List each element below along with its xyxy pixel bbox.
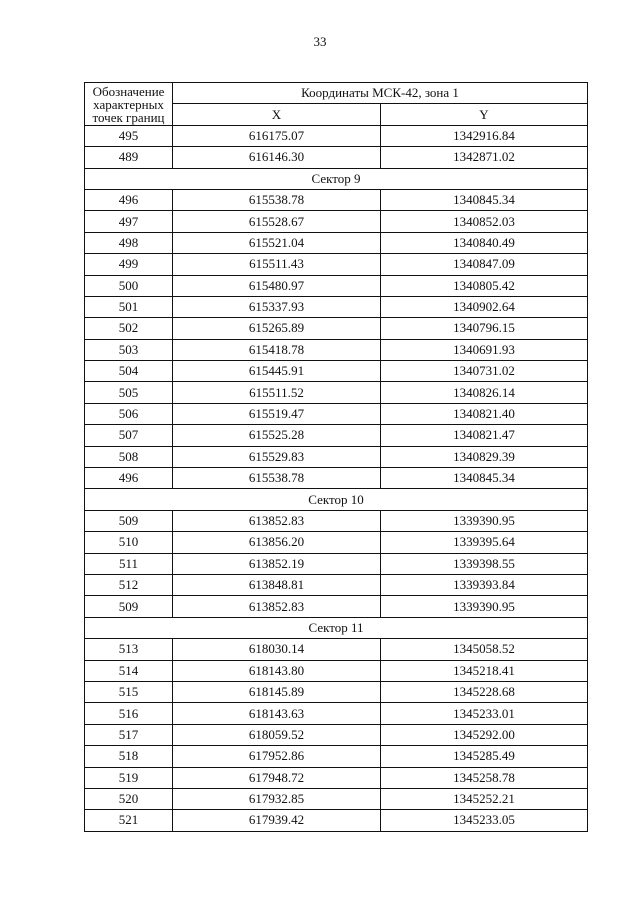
y-cell: 1340829.39 [381, 446, 588, 467]
point-cell: 521 [85, 810, 173, 831]
point-cell: 489 [85, 147, 173, 168]
point-cell: 509 [85, 596, 173, 617]
x-cell: 615519.47 [173, 403, 381, 424]
x-cell: 615265.89 [173, 318, 381, 339]
header-y: Y [381, 104, 588, 125]
table-row [85, 147, 588, 168]
point-cell: 511 [85, 553, 173, 574]
y-cell: 1340821.47 [381, 425, 588, 446]
x-cell: 617939.42 [173, 810, 381, 831]
y-cell: 1345228.68 [381, 681, 588, 702]
point-cell: 520 [85, 788, 173, 809]
point-cell: 505 [85, 382, 173, 403]
y-cell: 1342916.84 [381, 125, 588, 146]
x-cell: 615525.28 [173, 425, 381, 446]
table-row [85, 425, 588, 446]
point-cell: 509 [85, 510, 173, 531]
x-cell: 613852.83 [173, 596, 381, 617]
y-cell: 1340821.40 [381, 403, 588, 424]
y-cell: 1340840.49 [381, 232, 588, 253]
point-cell: 507 [85, 425, 173, 446]
x-cell: 615511.52 [173, 382, 381, 403]
table-row [85, 403, 588, 424]
table-row [85, 275, 588, 296]
table-row [85, 361, 588, 382]
point-cell: 499 [85, 254, 173, 275]
x-cell: 615445.91 [173, 361, 381, 382]
point-cell: 506 [85, 403, 173, 424]
x-cell: 618143.63 [173, 703, 381, 724]
x-cell: 613848.81 [173, 574, 381, 595]
y-cell: 1345058.52 [381, 639, 588, 660]
table-row [85, 232, 588, 253]
point-cell: 514 [85, 660, 173, 681]
sector-row [85, 489, 588, 510]
point-cell: 516 [85, 703, 173, 724]
table-row [85, 724, 588, 745]
table-row [85, 468, 588, 489]
sector-row [85, 168, 588, 189]
table-row [85, 746, 588, 767]
table-row [85, 510, 588, 531]
point-cell: 495 [85, 125, 173, 146]
table-row [85, 660, 588, 681]
point-cell: 510 [85, 532, 173, 553]
table-row [85, 681, 588, 702]
point-cell: 504 [85, 361, 173, 382]
x-cell: 616175.07 [173, 125, 381, 146]
y-cell: 1345258.78 [381, 767, 588, 788]
point-cell: 518 [85, 746, 173, 767]
point-cell: 515 [85, 681, 173, 702]
x-cell: 618143.80 [173, 660, 381, 681]
y-cell: 1340845.34 [381, 468, 588, 489]
table-row [85, 703, 588, 724]
table-row [85, 296, 588, 317]
table-row [85, 574, 588, 595]
y-cell: 1345233.05 [381, 810, 588, 831]
y-cell: 1345218.41 [381, 660, 588, 681]
y-cell: 1345285.49 [381, 746, 588, 767]
y-cell: 1339393.84 [381, 574, 588, 595]
y-cell: 1339398.55 [381, 553, 588, 574]
x-cell: 615511.43 [173, 254, 381, 275]
point-cell: 517 [85, 724, 173, 745]
y-cell: 1339390.95 [381, 510, 588, 531]
y-cell: 1340805.42 [381, 275, 588, 296]
y-cell: 1340796.15 [381, 318, 588, 339]
table-body [85, 125, 588, 831]
point-cell: 500 [85, 275, 173, 296]
x-cell: 615480.97 [173, 275, 381, 296]
y-cell: 1342871.02 [381, 147, 588, 168]
y-cell: 1340852.03 [381, 211, 588, 232]
point-cell: 496 [85, 468, 173, 489]
y-cell: 1340691.93 [381, 339, 588, 360]
x-cell: 613852.83 [173, 510, 381, 531]
table-header-row [85, 83, 588, 104]
x-cell: 616146.30 [173, 147, 381, 168]
x-cell: 617932.85 [173, 788, 381, 809]
x-cell: 615538.78 [173, 468, 381, 489]
table-row [85, 318, 588, 339]
y-cell: 1340826.14 [381, 382, 588, 403]
point-cell: 519 [85, 767, 173, 788]
y-cell: 1340847.09 [381, 254, 588, 275]
table-row [85, 639, 588, 660]
x-cell: 615337.93 [173, 296, 381, 317]
point-cell: 498 [85, 232, 173, 253]
point-cell: 503 [85, 339, 173, 360]
coordinates-table [84, 82, 588, 832]
y-cell: 1345292.00 [381, 724, 588, 745]
header-x: X [173, 104, 381, 125]
point-cell: 512 [85, 574, 173, 595]
point-cell: 502 [85, 318, 173, 339]
x-cell: 618059.52 [173, 724, 381, 745]
x-cell: 617952.86 [173, 746, 381, 767]
table-row [85, 553, 588, 574]
table-row [85, 788, 588, 809]
table-row [85, 767, 588, 788]
point-cell: 508 [85, 446, 173, 467]
sector-label: Сектор 10 [85, 489, 588, 510]
sector-label: Сектор 11 [85, 617, 588, 638]
table-row [85, 125, 588, 146]
y-cell: 1345252.21 [381, 788, 588, 809]
y-cell: 1339395.64 [381, 532, 588, 553]
x-cell: 615529.83 [173, 446, 381, 467]
table-row [85, 810, 588, 831]
header-designation: Обозначение характерных точек границ [85, 83, 173, 126]
point-cell: 513 [85, 639, 173, 660]
sector-row [85, 617, 588, 638]
x-cell: 618145.89 [173, 681, 381, 702]
header-coordinates: Координаты МСК-42, зона 1 [173, 83, 588, 104]
y-cell: 1339390.95 [381, 596, 588, 617]
table-row [85, 189, 588, 210]
table-row [85, 382, 588, 403]
point-cell: 501 [85, 296, 173, 317]
x-cell: 617948.72 [173, 767, 381, 788]
x-cell: 613856.20 [173, 532, 381, 553]
table-row [85, 596, 588, 617]
table-row [85, 254, 588, 275]
x-cell: 613852.19 [173, 553, 381, 574]
y-cell: 1345233.01 [381, 703, 588, 724]
x-cell: 615418.78 [173, 339, 381, 360]
x-cell: 615528.67 [173, 211, 381, 232]
y-cell: 1340731.02 [381, 361, 588, 382]
table-row [85, 446, 588, 467]
x-cell: 615538.78 [173, 189, 381, 210]
table-row [85, 339, 588, 360]
x-cell: 615521.04 [173, 232, 381, 253]
sector-label: Сектор 9 [85, 168, 588, 189]
page-number: 33 [313, 34, 327, 49]
y-cell: 1340845.34 [381, 189, 588, 210]
point-cell: 497 [85, 211, 173, 232]
x-cell: 618030.14 [173, 639, 381, 660]
table-row [85, 211, 588, 232]
y-cell: 1340902.64 [381, 296, 588, 317]
table-row [85, 532, 588, 553]
point-cell: 496 [85, 189, 173, 210]
